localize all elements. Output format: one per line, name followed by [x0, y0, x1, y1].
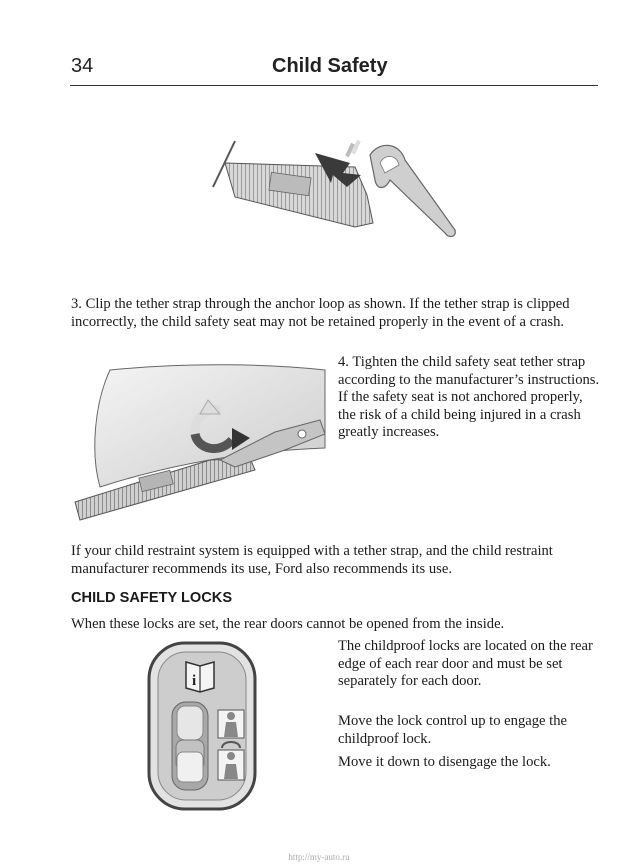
step-3-text: 3. Clip the tether strap through the anchor loop as shown. If the tether strap is clipped incorrectly, the child safety seat may not be retained properly in the event of a crash.: [71, 296, 570, 330]
locks-disengage-text: Move it down to disengage the lock.: [338, 754, 551, 770]
page-title: Child Safety: [272, 55, 388, 77]
tether-tighten-illustration: [70, 362, 332, 522]
step-4-text: 4. Tighten the child safety seat tether strap according to the manufacturer’s instructions. If the safety seat is not anchored properly, the risk of a child being injured in a crash greatly increases.: [338, 354, 600, 441]
svg-text:i: i: [192, 673, 197, 689]
childproof-lock-illustration: [146, 640, 258, 812]
page-number: 34: [71, 55, 94, 77]
locks-engage-text: Move the lock control up to engage the childproof lock.: [338, 713, 567, 747]
watermark-url: http://my-auto.ru: [288, 852, 350, 862]
locks-intro-text: When these locks are set, the rear doors cannot be opened from the inside.: [71, 616, 505, 632]
tether-recommendation-text: If your child restraint system is equipped with a tether strap, and the child restraint manufacturer recommends its use, Ford also recommends its use.: [71, 543, 553, 577]
manual-info-icon: [186, 662, 214, 692]
child-unlocked-icon: [218, 710, 244, 738]
child-safety-locks-heading: CHILD SAFETY LOCKS: [71, 590, 233, 606]
locks-location-text: The childproof locks are located on the rear edge of each rear door and must be set separately for each door.: [338, 638, 593, 690]
header-divider: [70, 85, 598, 86]
tether-strap-anchor-illustration: [205, 135, 465, 245]
